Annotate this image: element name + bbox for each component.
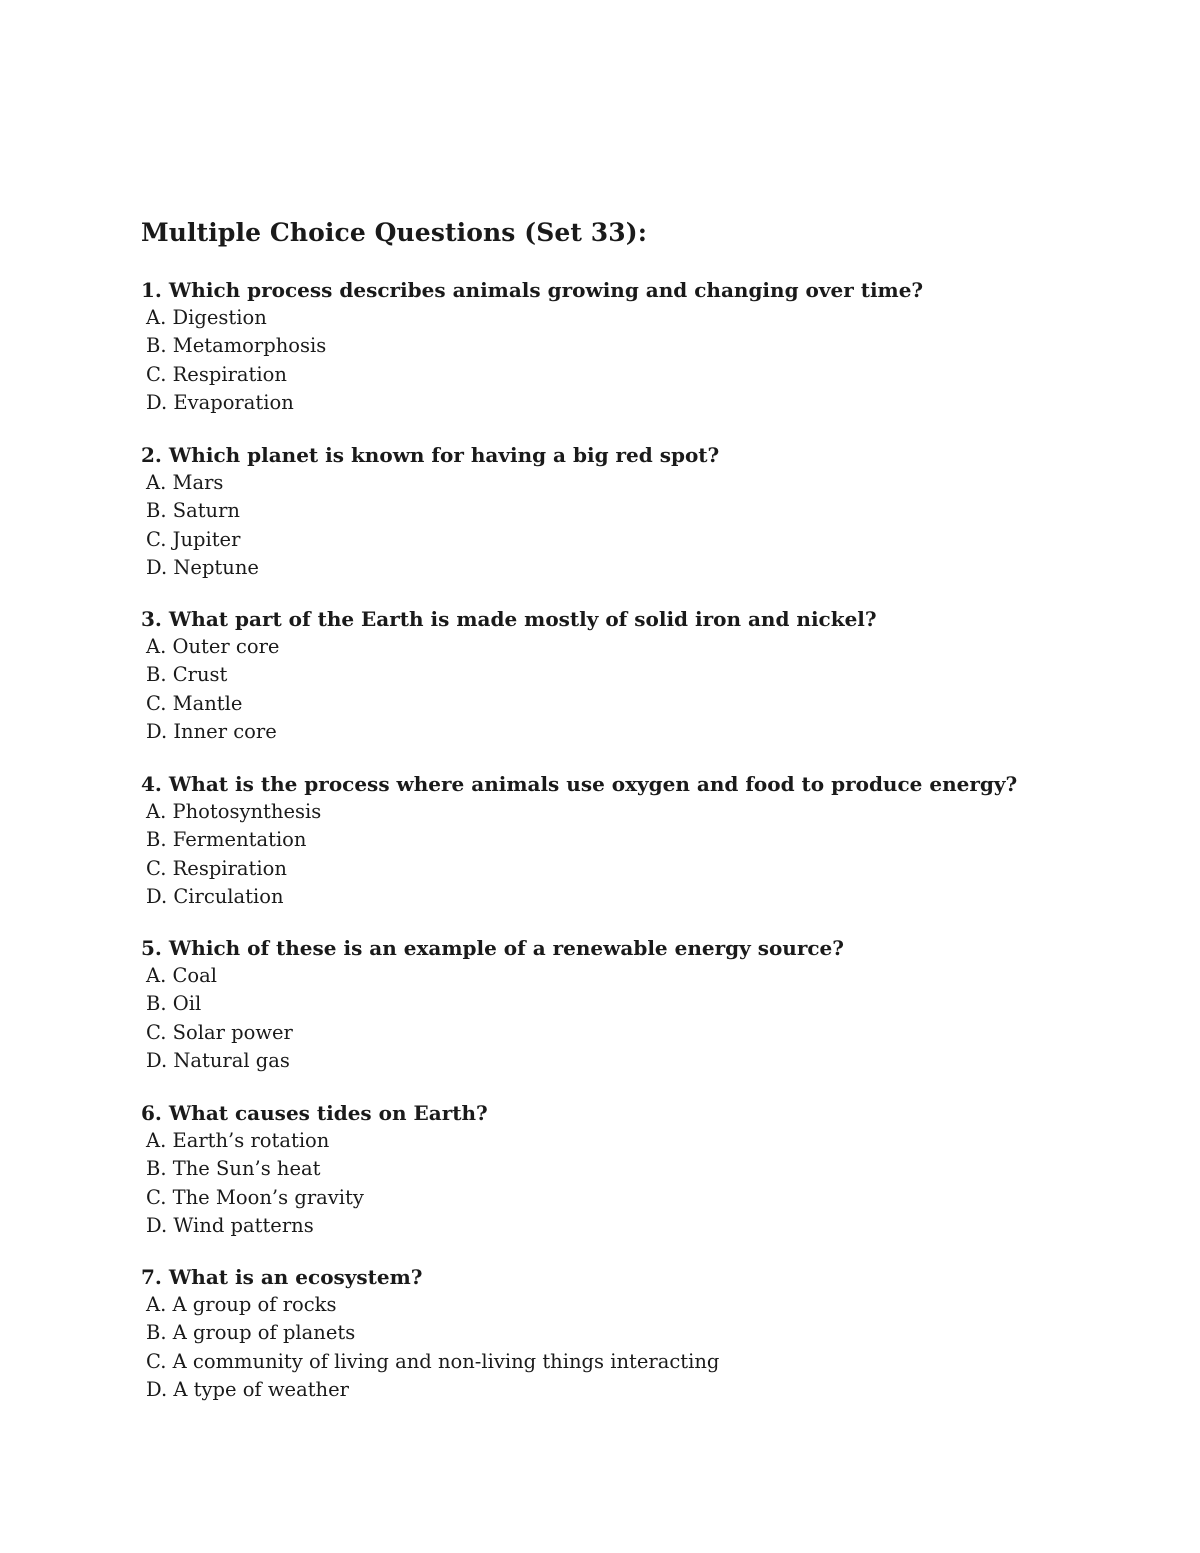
answer-option: A. Outer core [146, 635, 280, 658]
question-block-5 [141, 934, 844, 1075]
answer-option: D. Neptune [146, 555, 259, 579]
question-text: 1. Which process describes animals growing and changing over time? [141, 278, 924, 302]
question-text: 2. Which planet is known for having a big red spot? [141, 443, 720, 467]
question-text: 4. What is the process where animals use oxygen and food to produce energy? [141, 772, 1018, 796]
answer-option: C. Solar power [146, 1020, 293, 1044]
answer-option: A. Earth’s rotation [146, 1129, 330, 1152]
answer-option: B. Metamorphosis [146, 334, 327, 358]
answer-option: D. Evaporation [146, 390, 294, 414]
answer-option: B. Crust [146, 663, 228, 687]
question-text: 7. What is an ecosystem? [141, 1265, 423, 1289]
question-block-1 [141, 276, 923, 417]
answer-option: B. Saturn [146, 499, 240, 523]
answer-option: A. Mars [146, 471, 224, 494]
answer-option: C. Mantle [146, 691, 243, 715]
answer-option: B. The Sun’s heat [146, 1157, 321, 1181]
answer-option: A. Coal [146, 964, 218, 987]
question-block-7 [141, 1263, 719, 1404]
answer-option: A. Digestion [146, 306, 267, 329]
answer-option: A. Photosynthesis [146, 800, 322, 823]
answer-option: B. Oil [146, 992, 202, 1016]
answer-option: D. Natural gas [146, 1048, 290, 1072]
answer-option: C. Jupiter [146, 527, 241, 551]
answer-option: B. Fermentation [146, 828, 307, 852]
answer-option: D. Inner core [146, 719, 277, 743]
question-text: 3. What part of the Earth is made mostly of solid iron and nickel? [141, 607, 877, 631]
answer-option: C. Respiration [146, 856, 287, 880]
answer-option: A. A group of rocks [146, 1293, 337, 1316]
answer-option: D. A type of weather [146, 1377, 349, 1401]
answer-option: C. A community of living and non-living things interacting [146, 1349, 720, 1373]
answer-option: D. Wind patterns [146, 1213, 314, 1237]
question-block-4 [141, 770, 1017, 911]
answer-option: B. A group of planets [146, 1321, 356, 1345]
page-title: Multiple Choice Questions (Set 33): [141, 218, 648, 247]
question-block-2 [141, 441, 719, 582]
answer-option: C. The Moon’s gravity [146, 1185, 364, 1209]
answer-option: C. Respiration [146, 362, 287, 386]
question-block-3 [141, 605, 877, 746]
question-text: 5. Which of these is an example of a renewable energy source? [141, 936, 844, 960]
question-block-6 [141, 1099, 488, 1240]
question-text: 6. What causes tides on Earth? [141, 1101, 488, 1125]
answer-option: D. Circulation [146, 884, 284, 908]
